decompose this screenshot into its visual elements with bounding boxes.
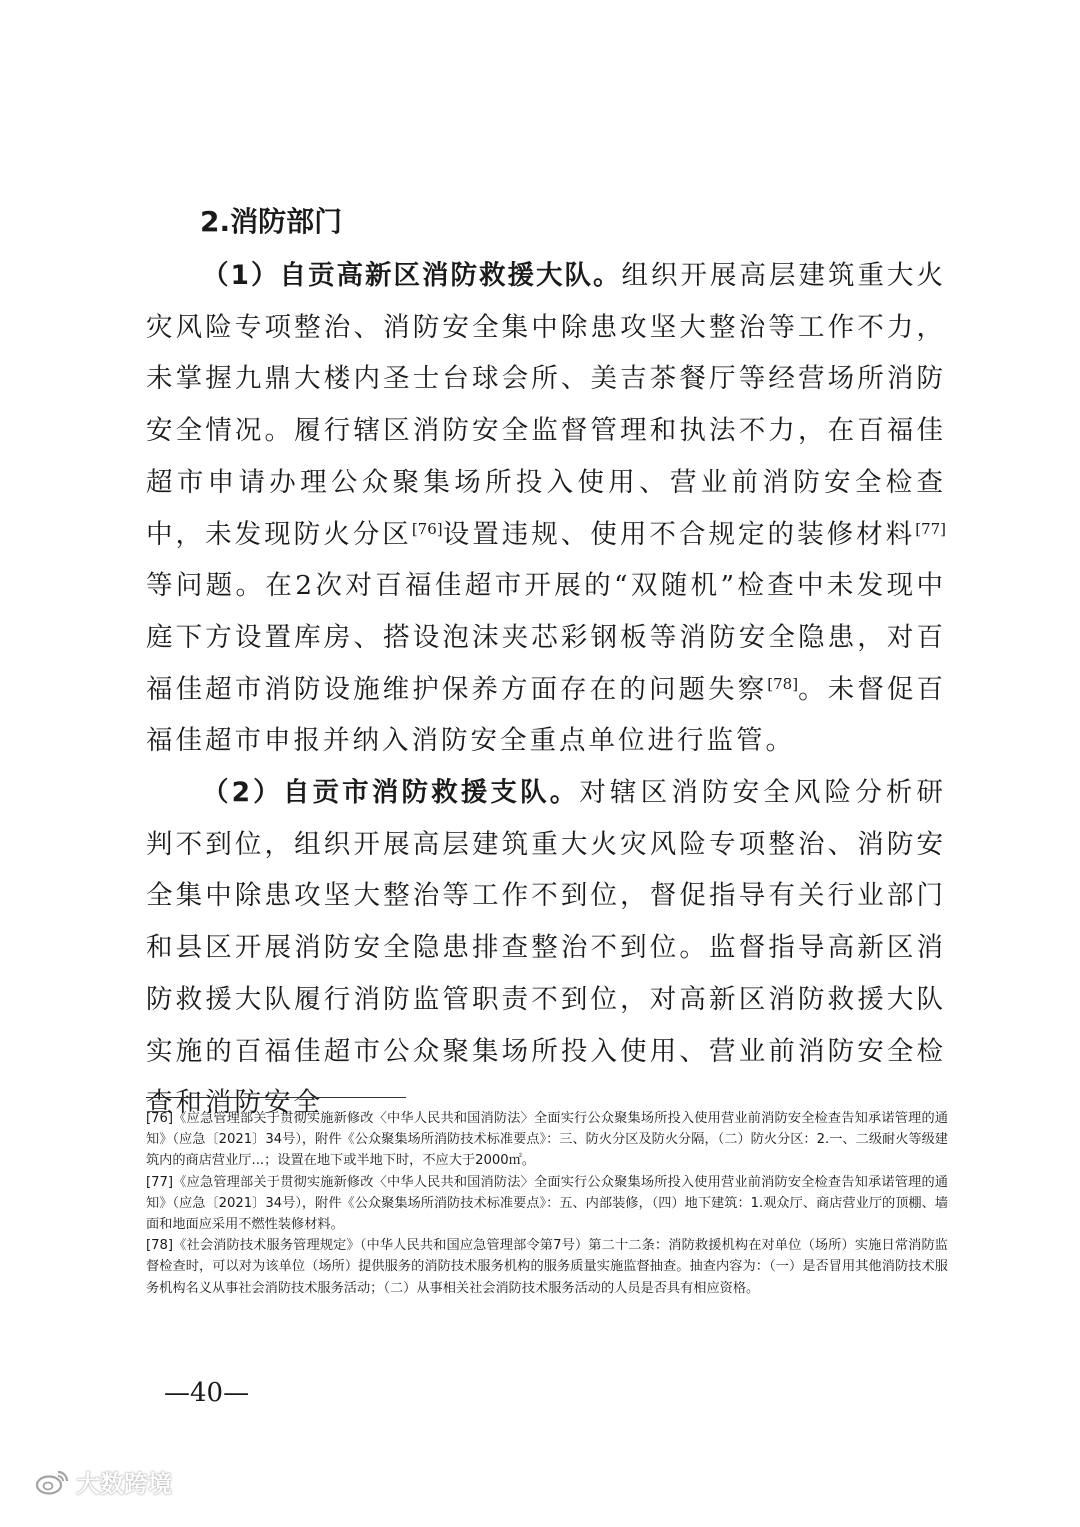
paragraph-1-text-a: 组织开展高层建筑重大火灾风险专项整治、消防安全集中除患攻坚大整治等工作不力，未掌握九鼎大楼内圣士台球会所、美吉茶餐厅等经营场所消防安全情况。履行辖区消防安全监督管理和执法不力，在百福佳超市申请办理公众聚集场所投入使用、营业前消防安全检查中，未发现防火分区 bbox=[146, 260, 946, 550]
footnote-ref-76: [76] bbox=[411, 519, 443, 538]
paragraph-1 bbox=[146, 250, 946, 767]
footnote-divider bbox=[146, 1097, 406, 1098]
page-number: —40— bbox=[164, 1378, 250, 1408]
footnotes bbox=[146, 1108, 948, 1299]
paragraph-1-text-c: 等问题。在2次对百福佳超市开展的“双随机”检查中未发现中庭下方设置库房、搭设泡沫夹芯彩钢板等消防安全隐患，对百福佳超市消防设施维护保养方面存在的问题失察 bbox=[146, 570, 946, 705]
weibo-logo-icon bbox=[34, 1468, 70, 1496]
watermark bbox=[34, 1464, 172, 1499]
footnote-78: [78]《社会消防技术服务管理规定》（中华人民共和国应急管理部令第7号）第二十二条：消防救援机构在对单位（场所）实施日常消防监督检查时，可以对为该单位（场所）提供服务的消防技术服务机构的服务质量实施监督抽查。抽查内容为：（一）是否冒用其他消防技术服务机构名义从事社会消防技术服务活动；（二）从事相关社会消防技术服务活动的人员是否具有相应资格。 bbox=[146, 1238, 948, 1296]
watermark-text: 大数跨境 bbox=[76, 1470, 172, 1498]
section-heading: 2.消防部门 bbox=[200, 205, 343, 238]
footnote-77: [77]《应急管理部关于贯彻实施新修改〈中华人民共和国消防法〉全面实行公众聚集场所投入使用营业前消防安全检查告知承诺管理的通知》（应急〔2021〕34号），附件《公众聚集场所消防技术标准要点》：五、内部装修，（四）地下建筑：1.观众厅、商店营业厅的顶棚、墙面和地面应采用不燃性装修材料。 bbox=[146, 1174, 948, 1233]
footnote-ref-78: [78] bbox=[767, 674, 799, 693]
footnote-ref-77: [77] bbox=[915, 519, 947, 538]
body-text bbox=[146, 250, 946, 1129]
paragraph-1-lead: （1）自贡高新区消防救援大队。 bbox=[202, 260, 622, 291]
paragraph-2 bbox=[146, 767, 946, 1129]
paragraph-1-text-b: 设置违规、使用不合规定的装修材料 bbox=[442, 518, 916, 550]
paragraph-2-text: 对辖区消防安全风险分析研判不到位，组织开展高层建筑重大火灾风险专项整治、消防安全集中除患攻坚大整治等工作不到位，督促指导有关行业部门和县区开展消防安全隐患排查整治不到位。监督指导高新区消防救援大队履行消防监管职责不到位，对高新区消防救援大队实施的百福佳超市公众聚集场所投入使用、营业前消防安全检查和消防安全 bbox=[146, 777, 947, 1119]
footnote-76: [76]《应急管理部关于贯彻实施新修改〈中华人民共和国消防法〉全面实行公众聚集场所投入使用营业前消防安全检查告知承诺管理的通知》（应急〔2021〕34号），附件《公众聚集场所消防技术标准要点》：三、防火分区及防火分隔，（二）防火分区：2.一、二级耐火等级建筑内的商店营业厅...；设置在地下或半地下时，不应大于2000㎡。 bbox=[146, 1111, 948, 1169]
paragraph-1-text-d: 。未督促百福佳超市申报并纳入消防安全重点单位进行监管。 bbox=[146, 673, 947, 757]
paragraph-2-lead: （2）自贡市消防救援支队。 bbox=[202, 777, 580, 809]
